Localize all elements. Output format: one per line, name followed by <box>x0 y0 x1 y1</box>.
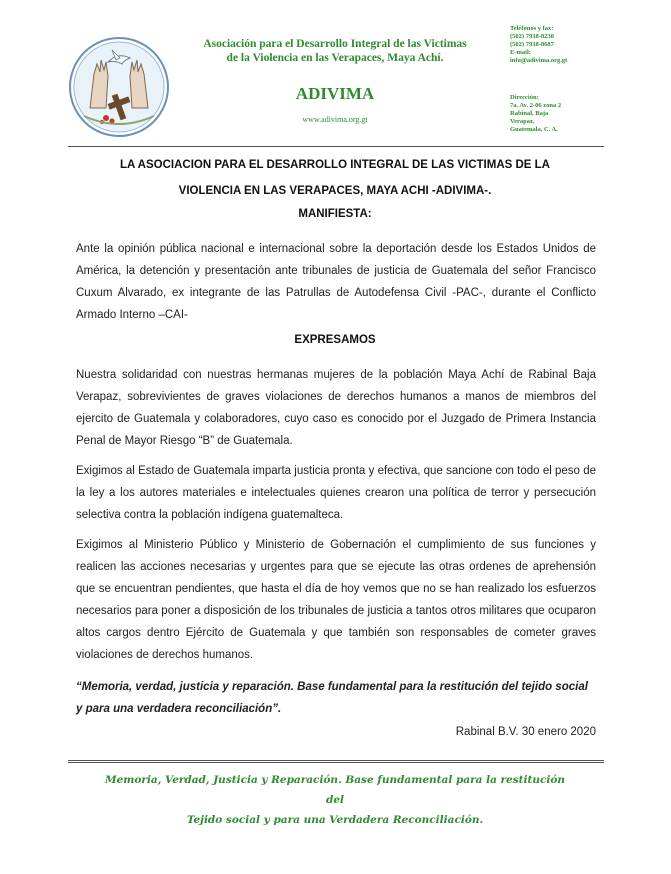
footer-motto-line-2: Tejido social y para una Verdadera Reconciliación. <box>186 814 484 826</box>
address-block <box>510 94 620 134</box>
header-divider <box>68 146 604 147</box>
adivima-logo-icon <box>68 36 170 138</box>
document-title <box>80 152 590 204</box>
address-line-3: Verapaz, <box>510 118 535 125</box>
email-address: info@adivima.org.gt <box>510 57 568 64</box>
footer-divider-2 <box>68 762 604 763</box>
footer-divider-1 <box>68 760 604 761</box>
contact-block <box>510 25 620 65</box>
paragraph-2: Nuestra solidaridad con nuestras hermanas mujeres de la población Maya Achí de Rabinal Baja Verapaz, sobrevivientes de graves violaciones de derechos humanos a manos de miembros del ejercito de Guatemala y colaboradores, cuyo caso es conocido por el Juzgado de Primera Instancia Penal de Mayor Riesgo “B” de Guatemala. <box>76 369 596 447</box>
heading-manifiesta: MANIFIESTA: <box>298 208 372 220</box>
title-line-1: LA ASOCIACION PARA EL DESARROLLO INTEGRAL DE LAS VICTIMAS DE LA <box>120 159 550 171</box>
closing-quote: “Memoria, verdad, justicia y reparación. Base fundamental para la restitución del tejido social y para una verdadera reconciliación”. <box>76 681 588 715</box>
paragraph-4: Exigimos al Ministerio Público y Ministerio de Gobernación el cumplimiento de sus funciones y realicen las acciones necesarias y urgentes para que se ejecute las otras ordenes de aprehensión que se encuentran pendientes, que hasta el día de hoy vemos que no se han realizado los esfuerzos necesarios para poner a disposición de los tribunales de justicia a tantos otros militares que ocuparon altos cargos dentro Ejército de Guatemala y que también son responsables de cometer graves violaciones de derechos humanos. <box>76 539 596 661</box>
phone-1: (502) 7938-8230 <box>510 33 554 40</box>
org-name-line-1: Asociación para el Desarrollo Integral de las Victimas <box>203 38 467 50</box>
address-line-1: 7a. Av. 2-06 zona 2 <box>510 102 562 109</box>
organization-acronym: ADIVIMA <box>295 84 375 103</box>
address-line-2: Rabinal, Baja <box>510 110 549 117</box>
address-line-4: Guatemala, C. A. <box>510 126 558 133</box>
place-and-date: Rabinal B.V. 30 enero 2020 <box>455 726 596 738</box>
organization-website: www.adivima.org.gt <box>302 115 368 124</box>
address-label: Dirección: <box>510 94 539 101</box>
phone-label: Teléfonos y fax: <box>510 25 554 32</box>
footer-motto-line-1: Memoria, Verdad, Justicia y Reparación. Base fundamental para la restitución del <box>104 774 566 806</box>
org-name-line-2: de la Violencia en las Verapaces, Maya Achí. <box>226 52 444 64</box>
title-line-2: VIOLENCIA EN LAS VERAPACES, MAYA ACHI -ADIVIMA-. <box>178 185 492 197</box>
paragraph-3: Exigimos al Estado de Guatemala imparta justicia pronta y efectiva, que sancione con todo el peso de la ley a los autores materiales e intelectuales quienes crearon una política de terror y persecución selectiva contra la población indígena guatemalteca. <box>76 465 596 521</box>
phone-2: (502) 7938-8687 <box>510 41 554 48</box>
footer-motto <box>100 770 570 830</box>
paragraph-1: Ante la opinión pública nacional e internacional sobre la deportación desde los Estados Unidos de América, la detención y presentación ante tribunales de justicia de Guatemala del señor Francisco Cuxum Alvarado, ex integrante de las Patrullas de Autodefensa Civil -PAC-, durante el Conflicto Armado Interno –CAI- <box>76 243 596 321</box>
organization-name <box>190 37 480 65</box>
email-label: E-mail: <box>510 49 531 56</box>
heading-expresamos: EXPRESAMOS <box>294 334 376 346</box>
